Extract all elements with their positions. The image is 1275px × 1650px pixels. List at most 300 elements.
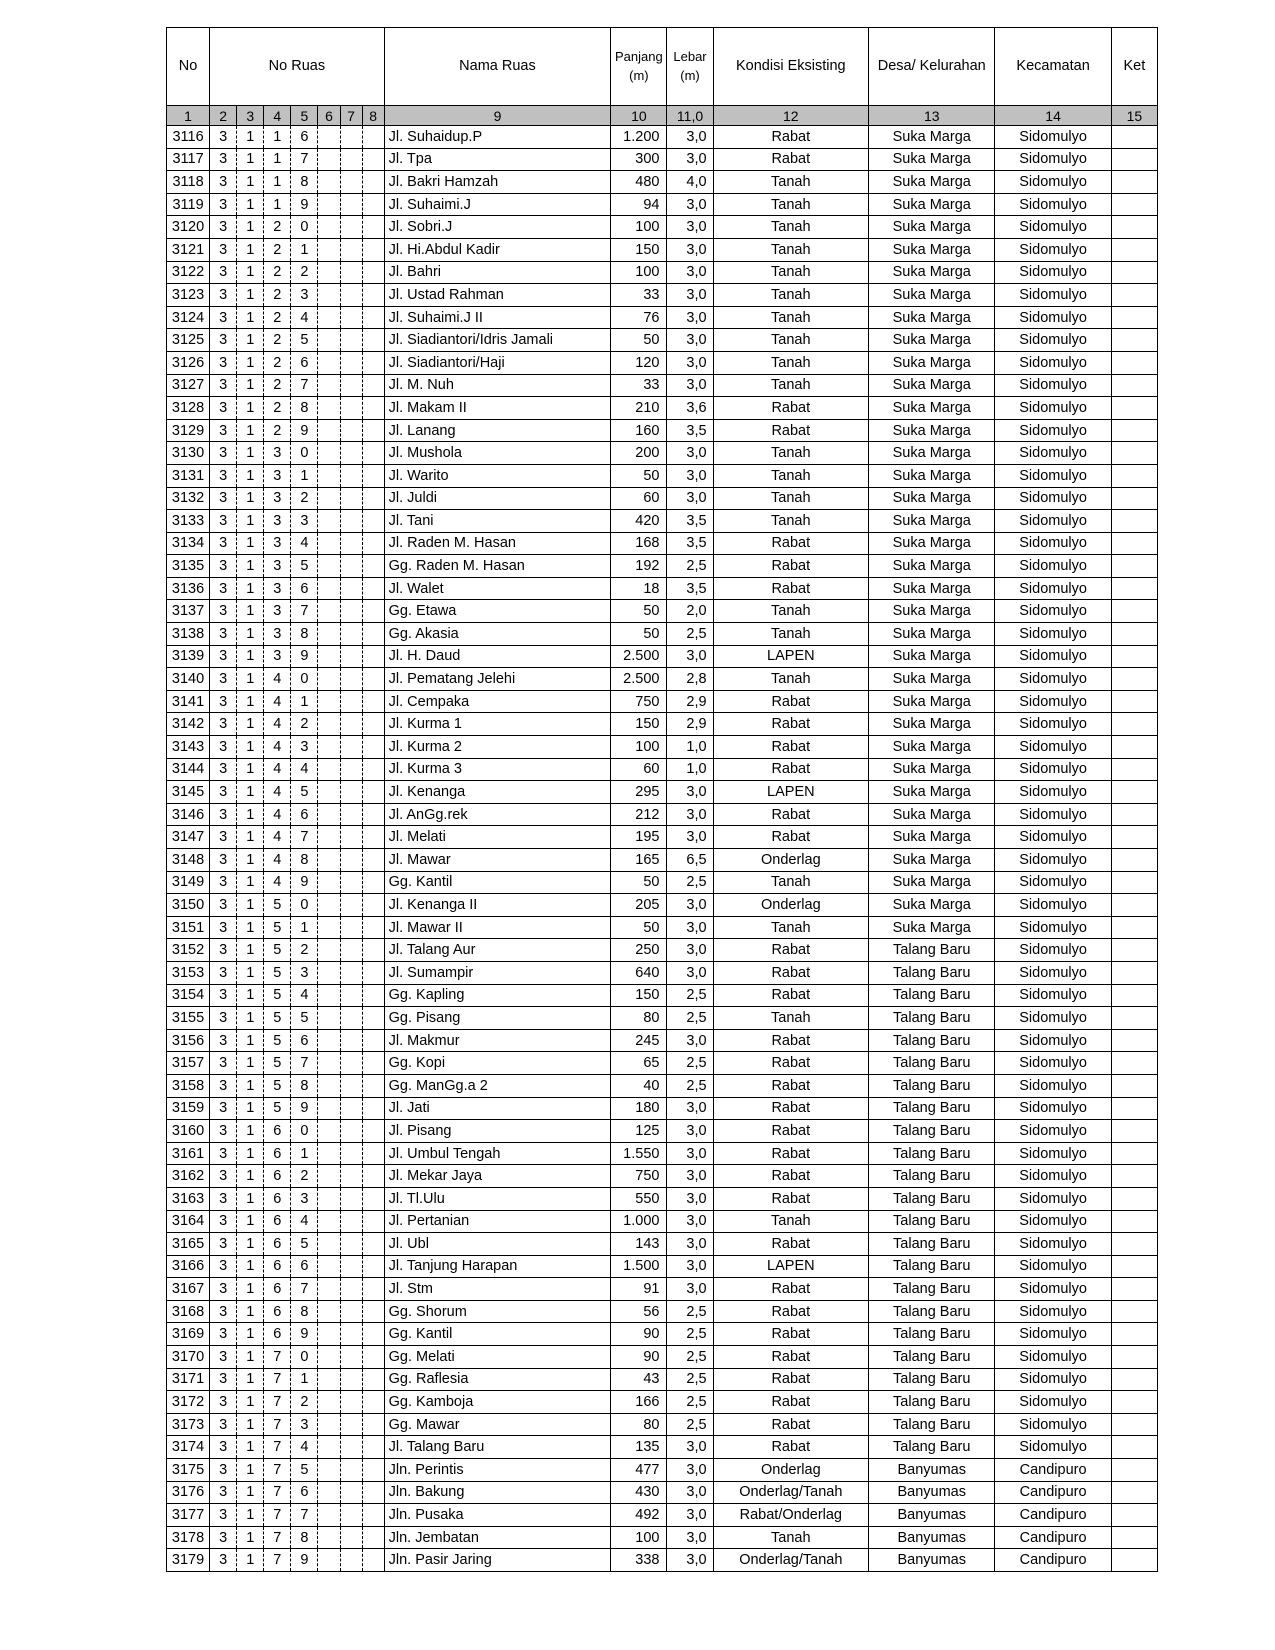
cell-ruas-5: 6	[291, 803, 318, 826]
cell-desa: Banyumas	[869, 1459, 995, 1482]
cell-kecamatan: Sidomulyo	[995, 713, 1111, 736]
cell-lebar: 3,0	[667, 329, 713, 352]
cell-kecamatan: Sidomulyo	[995, 193, 1111, 216]
header-kecamatan: Kecamatan	[995, 28, 1111, 106]
cell-ruas-5: 5	[291, 329, 318, 352]
cell-ruas-4: 1	[264, 148, 291, 171]
header-nama-ruas: Nama Ruas	[384, 28, 611, 106]
cell-lebar: 3,0	[667, 351, 713, 374]
cell-ruas-2: 3	[210, 600, 237, 623]
cell-lebar: 3,0	[667, 1233, 713, 1256]
table-row	[167, 419, 1158, 442]
cell-panjang: 50	[611, 464, 667, 487]
cell-ruas-6	[318, 1210, 340, 1233]
cell-lebar: 3,0	[667, 193, 713, 216]
cell-ruas-2: 3	[210, 193, 237, 216]
cell-no: 3147	[167, 826, 210, 849]
cell-no: 3155	[167, 1007, 210, 1030]
cell-ruas-5: 0	[291, 442, 318, 465]
cell-nama-ruas: Jl. Mekar Jaya	[384, 1165, 611, 1188]
cell-ket	[1111, 1187, 1157, 1210]
cell-ruas-3: 1	[237, 216, 264, 239]
cell-no: 3160	[167, 1120, 210, 1143]
table-row	[167, 329, 1158, 352]
cell-ruas-7	[340, 555, 362, 578]
cell-kecamatan: Sidomulyo	[995, 1278, 1111, 1301]
cell-kecamatan: Sidomulyo	[995, 1368, 1111, 1391]
cell-ruas-3: 1	[237, 487, 264, 510]
cell-ruas-5: 4	[291, 306, 318, 329]
cell-ruas-4: 2	[264, 284, 291, 307]
cell-ruas-7	[340, 284, 362, 307]
cell-desa: Talang Baru	[869, 1391, 995, 1414]
cell-panjang: 245	[611, 1029, 667, 1052]
cell-ruas-7	[340, 1052, 362, 1075]
cell-ruas-4: 4	[264, 690, 291, 713]
cell-panjang: 33	[611, 284, 667, 307]
cell-ruas-8	[362, 1300, 384, 1323]
cell-kecamatan: Sidomulyo	[995, 351, 1111, 374]
cell-ruas-8	[362, 171, 384, 194]
cell-ruas-2: 3	[210, 1481, 237, 1504]
cell-ruas-4: 2	[264, 397, 291, 420]
cell-panjang: 492	[611, 1504, 667, 1527]
cell-kecamatan: Sidomulyo	[995, 442, 1111, 465]
cell-ruas-6	[318, 1504, 340, 1527]
cell-panjang: 94	[611, 193, 667, 216]
cell-desa: Suka Marga	[869, 577, 995, 600]
cell-ket	[1111, 1233, 1157, 1256]
cell-ruas-8	[362, 510, 384, 533]
cell-ket	[1111, 1346, 1157, 1369]
cell-lebar: 2,5	[667, 871, 713, 894]
cell-ruas-5: 9	[291, 419, 318, 442]
cell-kondisi: Rabat	[713, 577, 868, 600]
cell-panjang: 50	[611, 871, 667, 894]
cell-ket	[1111, 1007, 1157, 1030]
cell-kondisi: Tanah	[713, 216, 868, 239]
cell-ket	[1111, 826, 1157, 849]
cell-ruas-3: 1	[237, 1074, 264, 1097]
road-table	[166, 27, 1158, 1572]
cell-ruas-8	[362, 1368, 384, 1391]
cell-kondisi: Rabat	[713, 803, 868, 826]
cell-desa: Talang Baru	[869, 1436, 995, 1459]
table-row	[167, 803, 1158, 826]
cell-desa: Talang Baru	[869, 984, 995, 1007]
cell-ruas-5: 4	[291, 758, 318, 781]
cell-ruas-7	[340, 1233, 362, 1256]
cell-kondisi: Rabat	[713, 939, 868, 962]
table-row	[167, 894, 1158, 917]
cell-ruas-2: 3	[210, 1007, 237, 1030]
cell-ruas-7	[340, 1526, 362, 1549]
cell-no: 3175	[167, 1459, 210, 1482]
cell-ruas-7	[340, 1142, 362, 1165]
cell-ruas-3: 1	[237, 577, 264, 600]
cell-ket	[1111, 1481, 1157, 1504]
cell-no: 3137	[167, 600, 210, 623]
cell-ruas-3: 1	[237, 1391, 264, 1414]
cell-kecamatan: Sidomulyo	[995, 623, 1111, 646]
cell-ruas-5: 8	[291, 1300, 318, 1323]
cell-kondisi: Tanah	[713, 329, 868, 352]
cell-ket	[1111, 1436, 1157, 1459]
cell-desa: Suka Marga	[869, 713, 995, 736]
cell-kondisi: Rabat	[713, 1187, 868, 1210]
cell-ruas-6	[318, 1052, 340, 1075]
cell-ket	[1111, 1323, 1157, 1346]
cell-ruas-2: 3	[210, 1300, 237, 1323]
cell-ruas-5: 6	[291, 351, 318, 374]
cell-no: 3136	[167, 577, 210, 600]
table-row	[167, 668, 1158, 691]
cell-panjang: 295	[611, 781, 667, 804]
cell-ket	[1111, 1120, 1157, 1143]
cell-lebar: 3,0	[667, 284, 713, 307]
cell-nama-ruas: Jl. Tanjung Harapan	[384, 1255, 611, 1278]
cell-kondisi: Tanah	[713, 668, 868, 691]
cell-ruas-7	[340, 1368, 362, 1391]
cell-ruas-3: 1	[237, 894, 264, 917]
cell-ruas-8	[362, 374, 384, 397]
cell-panjang: 200	[611, 442, 667, 465]
cell-ruas-8	[362, 238, 384, 261]
cell-no: 3177	[167, 1504, 210, 1527]
table-row	[167, 781, 1158, 804]
cell-no: 3152	[167, 939, 210, 962]
cell-ruas-5: 3	[291, 284, 318, 307]
cell-ket	[1111, 1504, 1157, 1527]
cell-ruas-6	[318, 1391, 340, 1414]
cell-nama-ruas: Gg. Pisang	[384, 1007, 611, 1030]
cell-lebar: 3,0	[667, 148, 713, 171]
cell-ket	[1111, 849, 1157, 872]
cell-ruas-5: 9	[291, 871, 318, 894]
cell-ruas-4: 5	[264, 939, 291, 962]
cell-nama-ruas: Jl. Mushola	[384, 442, 611, 465]
cell-ruas-8	[362, 193, 384, 216]
cell-ruas-7	[340, 713, 362, 736]
cell-ruas-7	[340, 736, 362, 759]
cell-kecamatan: Sidomulyo	[995, 1052, 1111, 1075]
cell-ruas-8	[362, 487, 384, 510]
cell-kondisi: Tanah	[713, 1526, 868, 1549]
cell-no: 3154	[167, 984, 210, 1007]
cell-kondisi: Rabat	[713, 1120, 868, 1143]
cell-ruas-8	[362, 1165, 384, 1188]
cell-lebar: 3,0	[667, 464, 713, 487]
cell-ruas-3: 1	[237, 600, 264, 623]
cell-ruas-6	[318, 1029, 340, 1052]
cell-desa: Suka Marga	[869, 351, 995, 374]
cell-desa: Suka Marga	[869, 532, 995, 555]
cell-ket	[1111, 1413, 1157, 1436]
column-number-10: 10	[611, 106, 667, 126]
cell-ruas-6	[318, 1549, 340, 1572]
cell-kondisi: Tanah	[713, 306, 868, 329]
cell-ruas-2: 3	[210, 1459, 237, 1482]
cell-lebar: 3,5	[667, 510, 713, 533]
cell-ket	[1111, 1052, 1157, 1075]
cell-panjang: 100	[611, 216, 667, 239]
cell-ruas-6	[318, 1165, 340, 1188]
cell-desa: Suka Marga	[869, 374, 995, 397]
cell-ruas-5: 4	[291, 532, 318, 555]
cell-ket	[1111, 781, 1157, 804]
cell-lebar: 6,5	[667, 849, 713, 872]
cell-panjang: 91	[611, 1278, 667, 1301]
cell-ruas-7	[340, 826, 362, 849]
cell-ruas-5: 5	[291, 1459, 318, 1482]
cell-desa: Talang Baru	[869, 1074, 995, 1097]
cell-ruas-7	[340, 871, 362, 894]
cell-ruas-6	[318, 713, 340, 736]
cell-no: 3167	[167, 1278, 210, 1301]
column-number-5: 5	[291, 106, 318, 126]
cell-kecamatan: Sidomulyo	[995, 645, 1111, 668]
cell-ket	[1111, 148, 1157, 171]
cell-lebar: 2,5	[667, 1368, 713, 1391]
cell-desa: Suka Marga	[869, 171, 995, 194]
cell-ruas-6	[318, 1459, 340, 1482]
cell-lebar: 3,0	[667, 442, 713, 465]
cell-nama-ruas: Gg. Kapling	[384, 984, 611, 1007]
cell-no: 3128	[167, 397, 210, 420]
cell-panjang: 477	[611, 1459, 667, 1482]
cell-nama-ruas: Jl. Makam II	[384, 397, 611, 420]
cell-ruas-4: 4	[264, 736, 291, 759]
cell-ruas-6	[318, 1187, 340, 1210]
cell-panjang: 2.500	[611, 668, 667, 691]
cell-ruas-8	[362, 736, 384, 759]
cell-ket	[1111, 713, 1157, 736]
table-row	[167, 1300, 1158, 1323]
cell-ruas-4: 6	[264, 1233, 291, 1256]
cell-ruas-7	[340, 193, 362, 216]
cell-ket	[1111, 758, 1157, 781]
cell-ruas-3: 1	[237, 1459, 264, 1482]
cell-ruas-2: 3	[210, 736, 237, 759]
cell-kecamatan: Sidomulyo	[995, 758, 1111, 781]
cell-ruas-5: 2	[291, 487, 318, 510]
cell-ruas-8	[362, 1526, 384, 1549]
cell-nama-ruas: Jl. Kenanga II	[384, 894, 611, 917]
cell-ruas-2: 3	[210, 826, 237, 849]
cell-ruas-2: 3	[210, 148, 237, 171]
cell-ruas-2: 3	[210, 1233, 237, 1256]
cell-ruas-3: 1	[237, 1323, 264, 1346]
cell-ruas-5: 1	[291, 464, 318, 487]
cell-kondisi: Tanah	[713, 261, 868, 284]
column-number-2: 2	[210, 106, 237, 126]
cell-kecamatan: Sidomulyo	[995, 577, 1111, 600]
cell-lebar: 3,6	[667, 397, 713, 420]
cell-no: 3149	[167, 871, 210, 894]
cell-ruas-7	[340, 397, 362, 420]
cell-ruas-3: 1	[237, 1255, 264, 1278]
table-row	[167, 1007, 1158, 1030]
cell-ruas-3: 1	[237, 1097, 264, 1120]
cell-ruas-4: 3	[264, 623, 291, 646]
cell-kondisi: Rabat	[713, 1074, 868, 1097]
cell-ruas-8	[362, 1074, 384, 1097]
cell-kondisi: Tanah	[713, 464, 868, 487]
cell-kondisi: Tanah	[713, 600, 868, 623]
cell-ruas-8	[362, 1120, 384, 1143]
cell-ruas-7	[340, 803, 362, 826]
cell-kondisi: Rabat	[713, 1165, 868, 1188]
cell-kondisi: Tanah	[713, 871, 868, 894]
cell-ket	[1111, 555, 1157, 578]
cell-panjang: 40	[611, 1074, 667, 1097]
cell-desa: Suka Marga	[869, 736, 995, 759]
cell-panjang: 43	[611, 1368, 667, 1391]
cell-panjang: 60	[611, 487, 667, 510]
cell-ruas-4: 4	[264, 713, 291, 736]
cell-no: 3133	[167, 510, 210, 533]
cell-nama-ruas: Jl. Lanang	[384, 419, 611, 442]
cell-ruas-8	[362, 1549, 384, 1572]
cell-lebar: 3,0	[667, 961, 713, 984]
cell-lebar: 3,0	[667, 1097, 713, 1120]
cell-ruas-2: 3	[210, 1052, 237, 1075]
cell-ruas-3: 1	[237, 1120, 264, 1143]
column-number-11: 11,0	[667, 106, 713, 126]
cell-ruas-5: 7	[291, 1504, 318, 1527]
cell-ruas-4: 3	[264, 464, 291, 487]
cell-lebar: 3,0	[667, 894, 713, 917]
cell-no: 3162	[167, 1165, 210, 1188]
cell-ruas-7	[340, 464, 362, 487]
cell-panjang: 18	[611, 577, 667, 600]
cell-ruas-7	[340, 216, 362, 239]
cell-ruas-3: 1	[237, 1233, 264, 1256]
cell-ruas-4: 2	[264, 351, 291, 374]
cell-ruas-4: 7	[264, 1391, 291, 1414]
cell-lebar: 2,5	[667, 1052, 713, 1075]
cell-ruas-3: 1	[237, 238, 264, 261]
cell-ket	[1111, 600, 1157, 623]
cell-lebar: 2,5	[667, 555, 713, 578]
cell-ruas-4: 6	[264, 1278, 291, 1301]
cell-ruas-6	[318, 397, 340, 420]
cell-kondisi: LAPEN	[713, 1255, 868, 1278]
cell-ruas-8	[362, 690, 384, 713]
cell-ruas-8	[362, 961, 384, 984]
cell-kondisi: Rabat	[713, 1029, 868, 1052]
cell-ruas-5: 5	[291, 555, 318, 578]
cell-desa: Talang Baru	[869, 1187, 995, 1210]
cell-ruas-3: 1	[237, 374, 264, 397]
cell-desa: Suka Marga	[869, 894, 995, 917]
table-row	[167, 1413, 1158, 1436]
cell-ruas-2: 3	[210, 464, 237, 487]
cell-ruas-3: 1	[237, 1165, 264, 1188]
cell-ruas-8	[362, 1097, 384, 1120]
cell-ruas-7	[340, 623, 362, 646]
cell-ruas-4: 3	[264, 532, 291, 555]
cell-ruas-3: 1	[237, 781, 264, 804]
table-row	[167, 849, 1158, 872]
cell-nama-ruas: Jl. Ustad Rahman	[384, 284, 611, 307]
cell-nama-ruas: Jl. AnGg.rek	[384, 803, 611, 826]
cell-ruas-6	[318, 284, 340, 307]
cell-ket	[1111, 442, 1157, 465]
cell-ruas-6	[318, 826, 340, 849]
cell-ruas-6	[318, 849, 340, 872]
cell-ruas-4: 6	[264, 1255, 291, 1278]
cell-ruas-4: 7	[264, 1459, 291, 1482]
cell-nama-ruas: Jl. H. Daud	[384, 645, 611, 668]
cell-ruas-5: 2	[291, 1165, 318, 1188]
cell-nama-ruas: Jl. Stm	[384, 1278, 611, 1301]
cell-kondisi: Rabat	[713, 148, 868, 171]
cell-no: 3161	[167, 1142, 210, 1165]
cell-lebar: 3,0	[667, 939, 713, 962]
cell-nama-ruas: Gg. Kantil	[384, 1323, 611, 1346]
cell-ruas-2: 3	[210, 1368, 237, 1391]
cell-ruas-6	[318, 984, 340, 1007]
cell-ruas-7	[340, 1346, 362, 1369]
cell-kecamatan: Sidomulyo	[995, 984, 1111, 1007]
cell-ruas-6	[318, 261, 340, 284]
cell-panjang: 50	[611, 623, 667, 646]
cell-kondisi: Rabat	[713, 555, 868, 578]
cell-desa: Suka Marga	[869, 623, 995, 646]
cell-ket	[1111, 577, 1157, 600]
cell-desa: Suka Marga	[869, 126, 995, 149]
cell-ruas-3: 1	[237, 1549, 264, 1572]
column-number-13: 13	[869, 106, 995, 126]
cell-ruas-8	[362, 849, 384, 872]
cell-ruas-2: 3	[210, 1323, 237, 1346]
header-panjang: Panjang (m)	[611, 28, 667, 106]
cell-nama-ruas: Jl. Suhaimi.J II	[384, 306, 611, 329]
cell-ruas-5: 7	[291, 1052, 318, 1075]
table-row	[167, 464, 1158, 487]
cell-kecamatan: Sidomulyo	[995, 329, 1111, 352]
cell-kondisi: Onderlag/Tanah	[713, 1481, 868, 1504]
cell-ruas-7	[340, 690, 362, 713]
cell-ket	[1111, 1210, 1157, 1233]
cell-lebar: 3,0	[667, 374, 713, 397]
header-desa: Desa/ Kelurahan	[869, 28, 995, 106]
cell-no: 3157	[167, 1052, 210, 1075]
cell-kondisi: Tanah	[713, 284, 868, 307]
cell-ruas-2: 3	[210, 284, 237, 307]
table-row	[167, 555, 1158, 578]
cell-kecamatan: Sidomulyo	[995, 1391, 1111, 1414]
cell-kecamatan: Sidomulyo	[995, 961, 1111, 984]
cell-panjang: 210	[611, 397, 667, 420]
cell-panjang: 166	[611, 1391, 667, 1414]
cell-ruas-8	[362, 871, 384, 894]
cell-ruas-2: 3	[210, 1120, 237, 1143]
cell-desa: Suka Marga	[869, 419, 995, 442]
table-row	[167, 713, 1158, 736]
cell-panjang: 165	[611, 849, 667, 872]
cell-ruas-3: 1	[237, 532, 264, 555]
cell-ruas-3: 1	[237, 645, 264, 668]
table-row	[167, 1526, 1158, 1549]
cell-desa: Talang Baru	[869, 1210, 995, 1233]
cell-ruas-8	[362, 442, 384, 465]
cell-ruas-6	[318, 645, 340, 668]
cell-kecamatan: Sidomulyo	[995, 1413, 1111, 1436]
cell-nama-ruas: Gg. Raflesia	[384, 1368, 611, 1391]
column-number-7: 7	[340, 106, 362, 126]
